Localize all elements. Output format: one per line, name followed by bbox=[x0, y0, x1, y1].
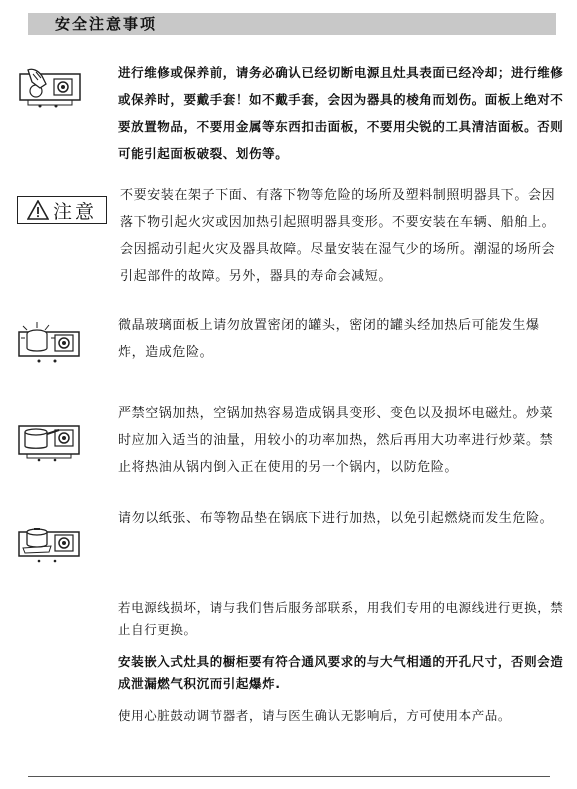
empty-pot-on-cooktop-icon bbox=[15, 418, 83, 462]
power-cord-notice-text: 若电源线损坏，请与我们售后服务部联系，用我们专用的电源线进行更换，禁止自行更换。 bbox=[118, 600, 564, 637]
page-title: 安全注意事项 bbox=[55, 15, 158, 33]
paper-under-pot-warning-text: 请勿以纸张、布等物品垫在锅底下进行加热，以免引起燃烧而发生危险。 bbox=[118, 511, 554, 526]
caution-label: 注意 bbox=[52, 200, 97, 223]
installation-warning-text: 不要安装在架子下面、有落下物等危险的场所及塑料制照明器具下。会因落下物引起火灾或因加热引起照明器具变形。不要安装在车辆、船舶上。会因摇动引起火灾及器具故障。尽量安装在湿气少的场所。潮湿的场所会引起部件的故障。另外，器具的寿命会减短。 bbox=[120, 188, 556, 284]
warning-triangle-icon bbox=[27, 200, 49, 220]
sealed-can-warning-text: 微晶玻璃面板上请勿放置密闭的罐头，密闭的罐头经加热后可能发生爆炸，造成危险。 bbox=[118, 318, 540, 360]
footer-divider bbox=[28, 776, 550, 777]
empty-pot-warning-text: 严禁空锅加热，空锅加热容易造成锅具变形、变色以及损坏电磁灶。炒菜时应加入适当的油量，用较小的功率加热，然后再用大功率进行炒菜。禁止将热油从锅内倒入正在使用的另一个锅内，以防危险。 bbox=[118, 406, 554, 475]
pacemaker-notice-text: 使用心脏鼓动调节器者，请与医生确认无影响后，方可使用本产品。 bbox=[118, 708, 512, 723]
pot-on-paper-cooktop-icon bbox=[15, 520, 83, 564]
sealed-can-on-cooktop-icon bbox=[15, 320, 83, 364]
caution-label-box bbox=[17, 196, 107, 224]
cabinet-ventilation-notice-text: 安装嵌入式灶具的橱柜要有符合通风要求的与大气相通的开孔尺寸，否则会造成泄漏燃气积沉而引起爆炸. bbox=[118, 654, 564, 691]
maintenance-warning-text: 进行维修或保养前，请务必确认已经切断电源且灶具表面已经冷却；进行维修或保养时，要戴手套！如不戴手套，会因为器具的棱角而划伤。面板上绝对不要放置物品，不要用金属等东西扣击面板，不要用尖锐的工具清洁面板。否则可能引起面板破裂、划伤等。 bbox=[118, 65, 564, 161]
hand-on-cooktop-icon bbox=[16, 66, 84, 110]
